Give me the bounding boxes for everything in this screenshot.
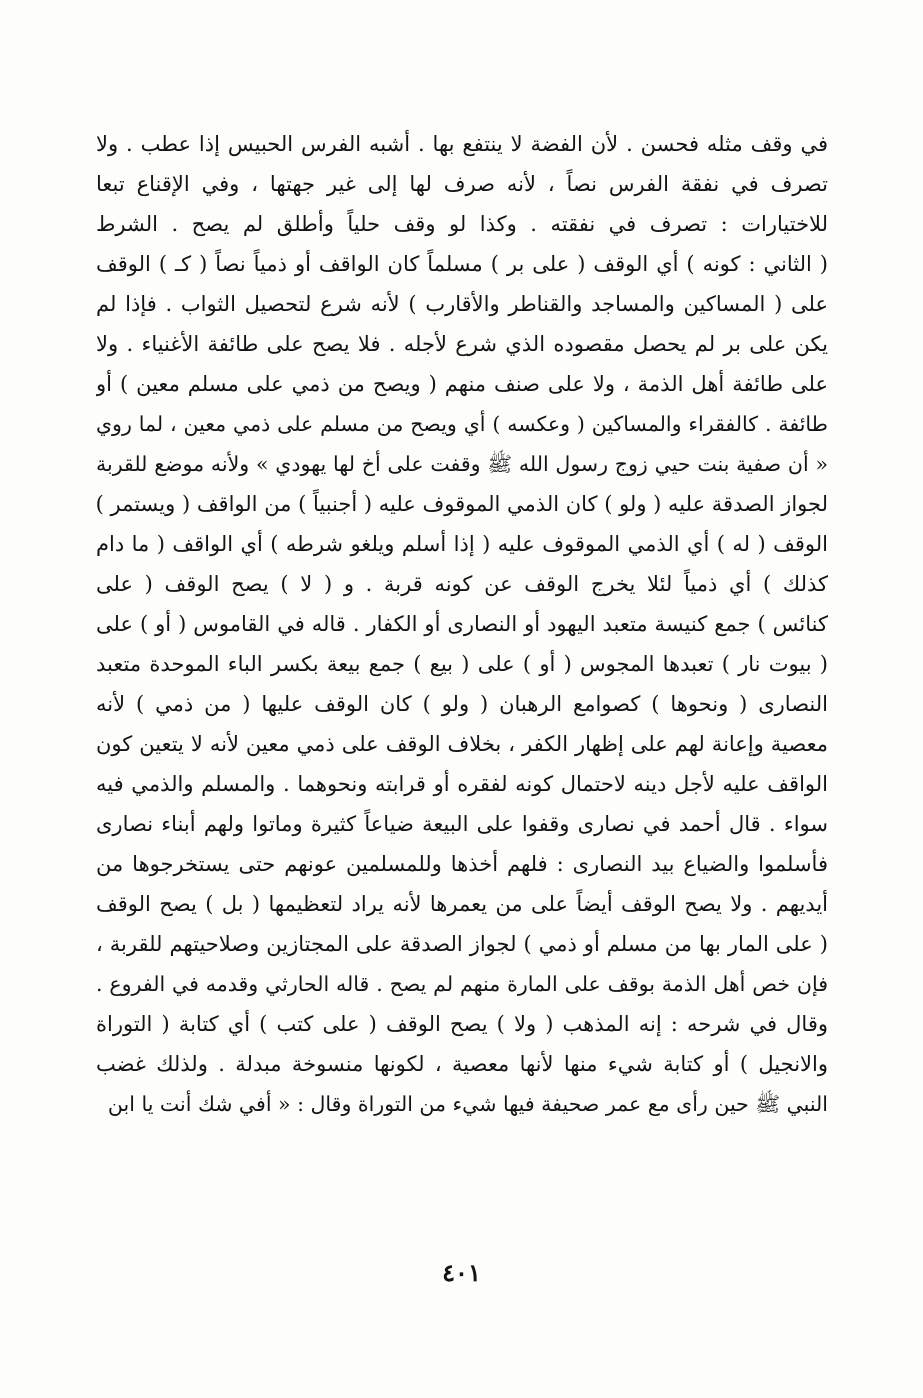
text-line: النصارى ( ونحوها ) كصوامع الرهبان ( ولو ) كان الوقف عليها ( من ذمي ) لأنه [96,692,828,716]
text-line: على طائفة أهل الذمة ، ولا على صنف منهم ( ويصح من ذمي على مسلم معين ) أو [96,372,828,396]
text-line: على ( المساكين والمساجد والقناطر والأقارب ) لأنه شرع لتحصيل الثواب . فإذا لم [96,292,828,316]
text-line: أيديهم . ولا يصح الوقف أيضاً على من يعمرها لأنه يراد لتعظيمها ( بل ) يصح الوقف [96,892,828,916]
text-line: الوقف ( له ) أي الذمي الموقوف عليه ( إذا أسلم ويلغو شرطه ) أي الواقف ( ما دام [96,532,828,556]
body-text [96,124,828,1124]
text-line: معصية وإعانة لهم على إظهار الكفر ، بخلاف الوقف على ذمي معين لأنه لا يتعين كون [96,732,828,756]
text-line: الواقف عليه لأجل دينه لاحتمال كونه لفقره أو قرابته ونحوهما . والمسلم والذمي فيه [96,772,828,796]
page-number: ٤٠١ [442,1258,481,1287]
text-line: فأسلموا والضياع بيد النصارى : فلهم أخذها وللمسلمين عونهم حتى يستخرجوها من [96,852,828,876]
text-line: وقال في شرحه : إنه المذهب ( ولا ) يصح الوقف ( على كتب ) أي كتابة ( التوراة [96,1012,828,1036]
text-line: لجواز الصدقة عليه ( ولو ) كان الذمي الموقوف عليه ( أجنبياً ) من الواقف ( ويستمر ) [96,492,828,516]
text-line: في وقف مثله فحسن . لأن الفضة لا ينتفع بها . أشبه الفرس الحبيس إذا عطب . ولا [96,132,828,156]
text-line: كذلك ) أي ذمياً لئلا يخرج الوقف عن كونه قربة . و ( لا ) يصح الوقف ( على [96,572,828,596]
text-line: ( بيوت نار ) تعبدها المجوس ( أو ) على ( بيع ) جمع بيعة بكسر الباء الموحدة متعبد [96,652,828,676]
text-line: فإن خص أهل الذمة بوقف على المارة منهم لم يصح . قاله الحارثي وقدمه في الفروع . [96,972,828,996]
text-line: النبي ﷺ حين رأى مع عمر صحيفة فيها شيء من التوراة وقال : « أفي شك أنت يا ابن [107,1092,828,1116]
text-line: طائفة . كالفقراء والمساكين ( وعكسه ) أي ويصح من مسلم على ذمي معين ، لما روي [96,412,828,436]
text-line: للاختيارات : تصرف في نفقته . وكذا لو وقف حلياً وأطلق لم يصح . الشرط [96,212,828,236]
text-line: والانجيل ) أو كتابة شيء منها لأنها معصية ، لكونها منسوخة مبدلة . ولذلك غضب [96,1052,828,1076]
text-line: كنائس ) جمع كنيسة متعبد اليهود أو النصارى أو الكفار . قاله في القاموس ( أو ) على [96,612,828,636]
text-line: تصرف في نفقة الفرس نصاً ، لأنه صرف لها إلى غير جهتها ، وفي الإقناع تبعا [96,172,828,196]
text-line: سواء . قال أحمد في نصارى وقفوا على البيعة ضياعاً كثيرة وماتوا ولهم أبناء نصارى [96,812,828,836]
text-line: يكن على بر لم يحصل مقصوده الذي شرع لأجله . فلا يصح على طائفة الأغنياء . ولا [96,332,828,356]
text-line: ( الثاني : كونه ) أي الوقف ( على بر ) مسلماً كان الواقف أو ذمياً نصاً ( كـ ) الوقف [96,252,828,276]
text-line: « أن صفية بنت حيي زوج رسول الله ﷺ وقفت على أخ لها يهودي » ولأنه موضع للقربة [96,452,828,476]
text-line: ( على المار بها من مسلم أو ذمي ) لجواز الصدقة على المجتازين وصلاحيتهم للقربة ، [96,932,828,956]
